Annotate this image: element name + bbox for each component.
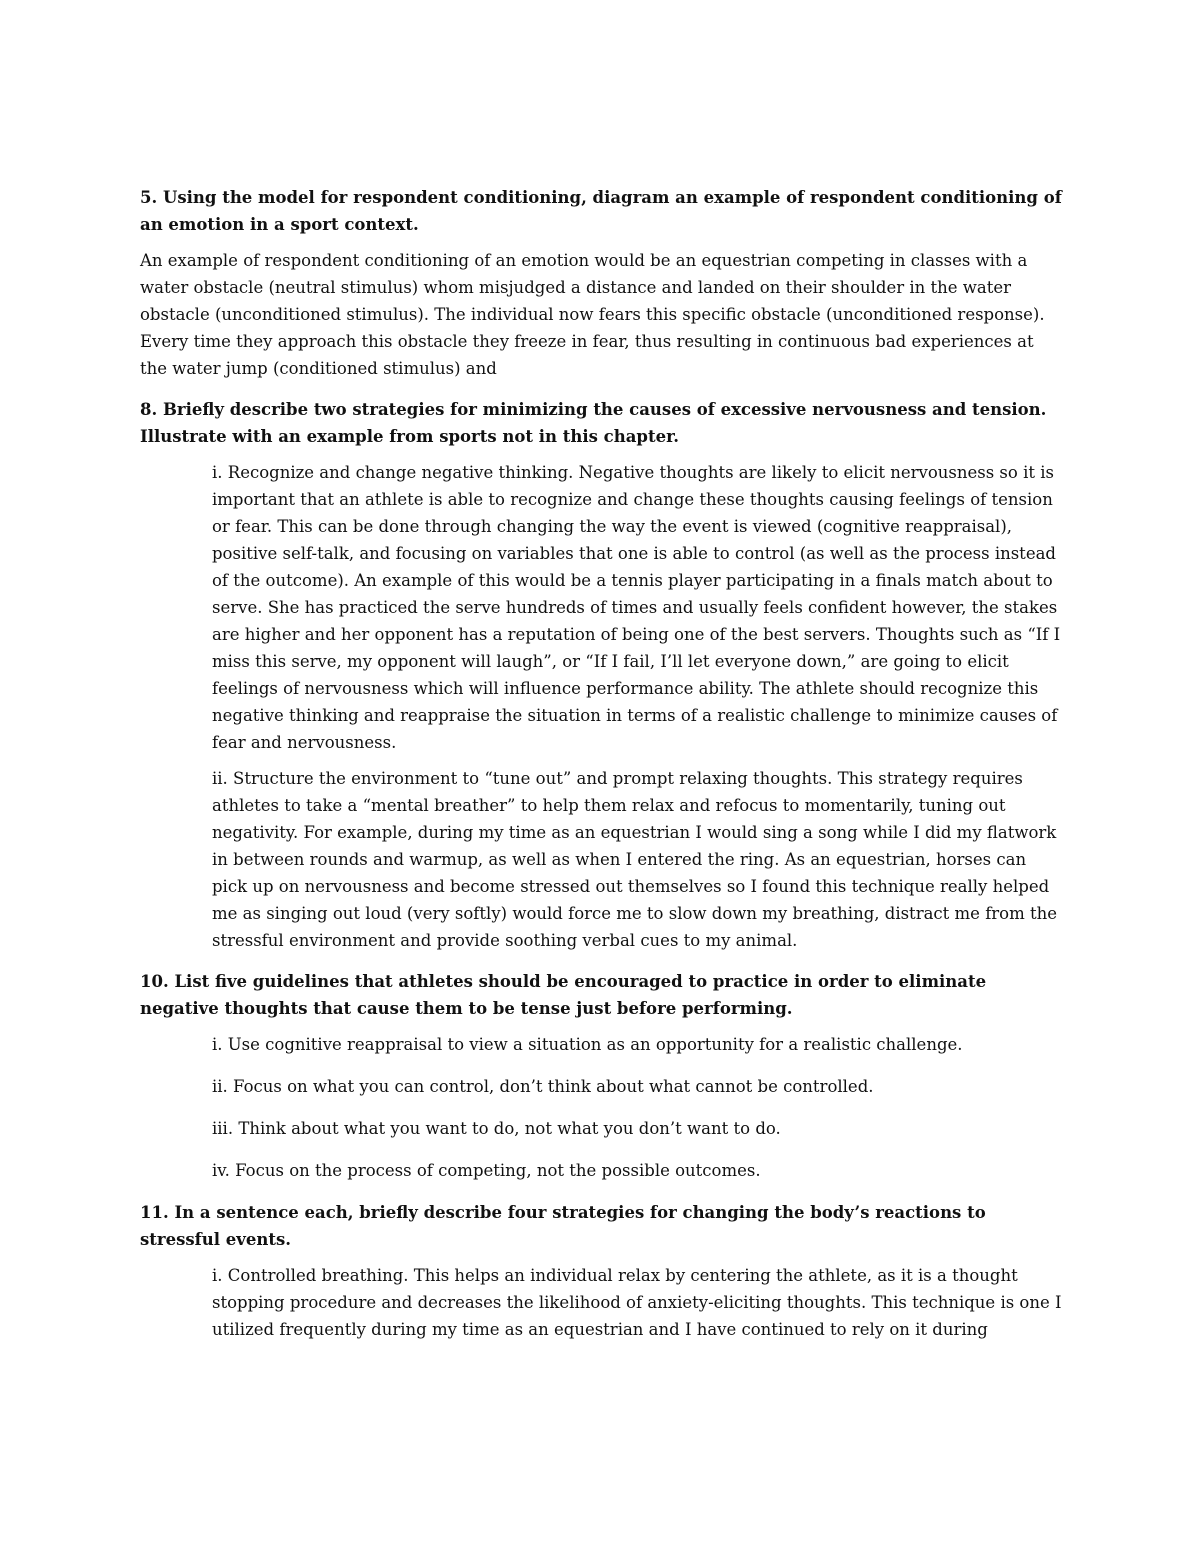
question-11-section: [140, 1199, 1065, 1343]
question-8-answer-i: i. Recognize and change negative thinking. Negative thoughts are likely to elicit nervousness so it is important that an athlete is able to recognize and change these thoughts causing feelings of tension or fear. This can be done through changing the way the event is viewed (cognitive reappraisal), positive self-talk, and focusing on variables that one is able to control (as well as the process instead of the outcome). An example of this would be a tennis player participating in a finals match about to serve. She has practiced the serve hundreds of times and usually feels confident however, the stakes are higher and her opponent has a reputation of being one of the best servers. Thoughts such as “If I miss this serve, my opponent will laugh”, or “If I fail, I’ll let everyone down,” are going to elicit feelings of nervousness which will influence performance ability. The athlete should recognize this negative thinking and reappraise the situation in terms of a realistic challenge to minimize causes of fear and nervousness.: [212, 463, 1061, 752]
question-10-item-iii: iii. Think about what you want to do, not what you don’t want to do.: [212, 1119, 781, 1138]
question-8-heading: 8. Briefly describe two strategies for minimizing the causes of excessive nervousness and tension. Illustrate with an example from sports not in this chapter.: [140, 400, 1047, 446]
question-10-section: [140, 968, 1065, 1184]
question-11-answer-i: i. Controlled breathing. This helps an individual relax by centering the athlete, as it is a thought stopping procedure and decreases the likelihood of anxiety-eliciting thoughts. This technique is one I utilized frequently during my time as an equestrian and I have continued to rely on it during: [212, 1266, 1062, 1339]
question-11-heading: 11. In a sentence each, briefly describe four strategies for changing the body’s reactions to stressful events.: [140, 1203, 986, 1249]
question-10-item-iv: iv. Focus on the process of competing, not the possible outcomes.: [212, 1161, 761, 1180]
question-5-answer: An example of respondent conditioning of an emotion would be an equestrian competing in classes with a water obstacle (neutral stimulus) whom misjudged a distance and landed on their shoulder in the water obstacle (unconditioned stimulus). The individual now fears this specific obstacle (unconditioned response). Every time they approach this obstacle they freeze in fear, thus resulting in continuous bad experiences at the water jump (conditioned stimulus) and: [140, 251, 1045, 378]
document-body: [140, 184, 1065, 1352]
question-10-item-i: i. Use cognitive reappraisal to view a situation as an opportunity for a realistic challenge.: [212, 1035, 963, 1054]
question-5-section: [140, 184, 1065, 382]
question-10-item-ii: ii. Focus on what you can control, don’t think about what cannot be controlled.: [212, 1077, 874, 1096]
question-5-heading: 5. Using the model for respondent conditioning, diagram an example of respondent conditioning of an emotion in a sport context.: [140, 188, 1062, 234]
question-10-heading: 10. List five guidelines that athletes should be encouraged to practice in order to eliminate negative thoughts that cause them to be tense just before performing.: [140, 972, 987, 1018]
question-8-answer-ii: ii. Structure the environment to “tune out” and prompt relaxing thoughts. This strategy requires athletes to take a “mental breather” to help them relax and refocus to momentarily, tuning out negativity. For example, during my time as an equestrian I would sing a song while I did my flatwork in between rounds and warmup, as well as when I entered the ring. As an equestrian, horses can pick up on nervousness and become stressed out themselves so I found this technique really helped me as singing out loud (very softly) would force me to slow down my breathing, distract me from the stressful environment and provide soothing verbal cues to my animal.: [212, 769, 1058, 950]
question-8-section: [140, 396, 1065, 954]
